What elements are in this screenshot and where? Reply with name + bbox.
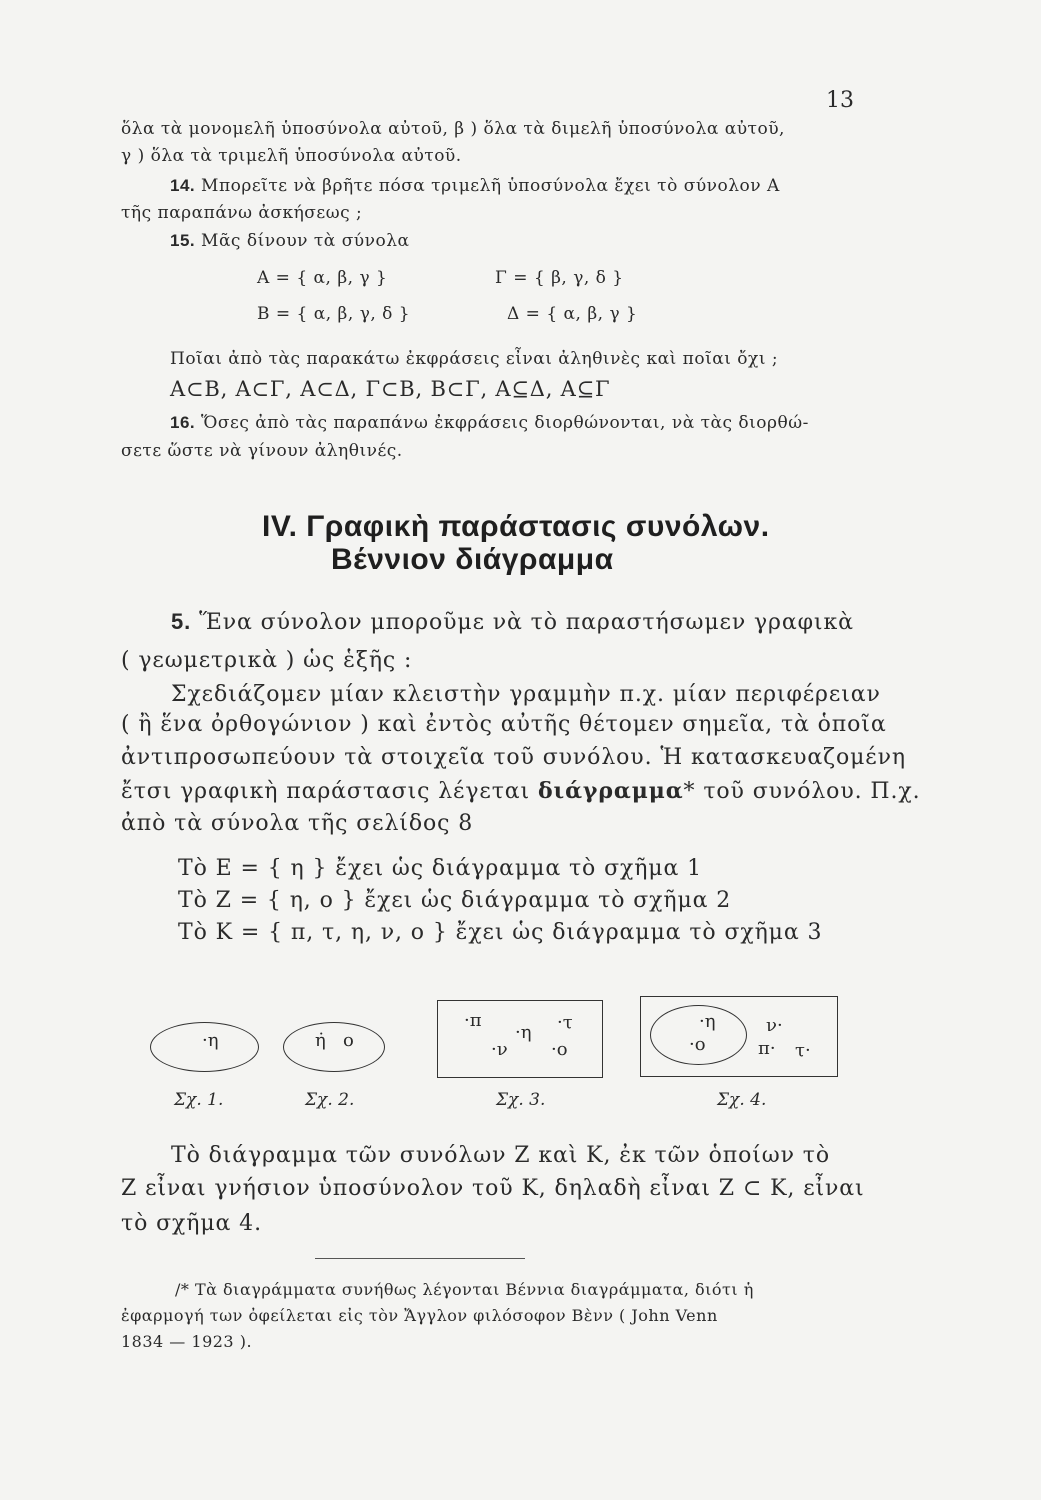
section-title-line-2: Βέννιον διάγραμμα (331, 543, 614, 576)
figure-3-element: ·π (464, 1010, 482, 1031)
paragraph-5-line-2: ( γεωμετρικὰ ) ὡς ἑξῆς : (121, 648, 413, 673)
exercise-number: 14. (170, 176, 196, 195)
paragraph-5-line-3: Σχεδιάζομεν μίαν κλειστὴν γραμμὴν π.χ. μίαν περιφέρειαν (171, 682, 881, 707)
example-z: Τὸ Ζ = { η, ο } ἔχει ὡς διάγραμμα τὸ σχῆμα 2 (178, 888, 732, 913)
set-a: Α = { α, β, γ } (257, 268, 388, 288)
footnote-rule (315, 1258, 525, 1259)
figure-3-element: ·ο (551, 1039, 568, 1060)
exercise-line-2: γ ) ὅλα τὰ τριμελῆ ὑποσύνολα αὐτοῦ. (121, 146, 462, 166)
set-delta: Δ = { α, β, γ } (507, 304, 638, 324)
exercise-text: Ὅσες ἀπὸ τὰς παραπάνω ἐκφράσεις διορθώνονται, νὰ τὰς διορθώ- (201, 413, 809, 433)
exercise-15 (170, 231, 409, 251)
figure-3-element: ·τ (557, 1012, 573, 1033)
paragraph-5-line-4: ( ἢ ἕνα ὀρθογώνιον ) καὶ ἐντὸς αὐτῆς θέτομεν σημεῖα, τὰ ὁποῖα (121, 712, 887, 737)
paragraph-5-line-1 (171, 609, 854, 635)
expressions-line: Α⊂Β, Α⊂Γ, Α⊂Δ, Γ⊂Β, Β⊂Γ, Α⊆Δ, Α⊆Γ (170, 377, 611, 401)
question-line: Ποῖαι ἀπὸ τὰς παρακάτω ἐκφράσεις εἶναι ἀληθινὲς καὶ ποῖαι ὄχι ; (170, 349, 779, 369)
example-k: Τὸ Κ = { π, τ, η, ν, ο } ἔχει ὡς διάγραμμα τὸ σχῆμα 3 (178, 920, 823, 945)
figure-4-element: τ· (795, 1040, 811, 1061)
figure-1-caption: Σχ. 1. (174, 1090, 224, 1110)
figure-2-element: ο (343, 1030, 354, 1051)
exercise-16-cont: σετε ὥστε νὰ γίνουν ἀληθινές. (121, 441, 403, 461)
exercise-number: 15. (170, 231, 196, 250)
exercise-14 (170, 176, 780, 196)
set-b: Β = { α, β, γ, δ } (257, 304, 411, 324)
paragraph-5-line-5: ἀντιπροσωπεύουν τὰ στοιχεῖα τοῦ συνόλου. Ἡ κατασκευαζομένη (121, 745, 906, 770)
paragraph-text: Ἕνα σύνολον μποροῦμε νὰ τὸ παραστήσωμεν γραφικὰ (199, 610, 854, 635)
figure-1-element: ·η (202, 1030, 219, 1051)
figure-4-element: ·ο (689, 1034, 706, 1055)
figure-2-caption: Σχ. 2. (305, 1090, 355, 1110)
figure-3-caption: Σχ. 3. (496, 1090, 546, 1110)
figure-4-element: ν· (766, 1015, 783, 1036)
figure-3-element: ·η (515, 1022, 532, 1043)
exercise-text: Μπορεῖτε νὰ βρῆτε πόσα τριμελῆ ὑποσύνολα ἔχει τὸ σύνολον Α (201, 176, 780, 196)
figure-4-caption: Σχ. 4. (717, 1090, 767, 1110)
figure-2-element: η̇ (315, 1030, 326, 1051)
exercise-text: Μᾶς δίνουν τὰ σύνολα (201, 231, 410, 251)
exercise-line-1: ὅλα τὰ μονομελῆ ὑποσύνολα αὐτοῦ, β ) ὅλα τὰ διμελῆ ὑποσύνολα αὐτοῦ, (121, 119, 785, 139)
exercise-number: 16. (170, 413, 196, 432)
exercise-14-cont: τῆς παραπάνω ἀσκήσεως ; (121, 203, 363, 223)
page-number: 13 (826, 88, 854, 113)
example-e: Τὸ Ε = { η } ἔχει ὡς διάγραμμα τὸ σχῆμα 1 (178, 856, 703, 881)
conclusion-line-1: Τὸ διάγραμμα τῶν συνόλων Ζ καὶ Κ, ἐκ τῶν ὁποίων τὸ (171, 1143, 831, 1168)
set-gamma: Γ = { β, γ, δ } (495, 268, 624, 288)
text: ἔτσι γραφικὴ παράστασις λέγεται (121, 779, 531, 804)
paragraph-number: 5. (171, 609, 192, 634)
figure-3-element: ·ν (491, 1039, 508, 1060)
footnote-line-2: ἐφαρμογή των ὀφείλεται εἰς τὸν Ἄγγλον φιλόσοφον Βὲνν ( John Venn (121, 1306, 718, 1325)
footnote-line-3: 1834 — 1923 ). (121, 1332, 253, 1351)
text: * τοῦ συνόλου. Π.χ. (683, 779, 921, 804)
exercise-16 (170, 413, 809, 433)
figure-4-element: π· (758, 1038, 776, 1059)
figure-4-element: ·η (699, 1011, 716, 1032)
paragraph-5-line-6 (121, 778, 921, 804)
paragraph-5-line-7: ἀπὸ τὰ σύνολα τῆς σελίδος 8 (121, 811, 474, 836)
footnote-line-1: /* Τὰ διαγράμματα συνήθως λέγονται Βέννια διαγράμματα, διότι ἡ (175, 1280, 754, 1299)
conclusion-line-2: Ζ εἶναι γνήσιον ὑποσύνολον τοῦ Κ, δηλαδὴ εἶναι Ζ ⊂ Κ, εἶναι (121, 1176, 865, 1201)
figure-2-ellipse (283, 1022, 385, 1072)
conclusion-line-3: τὸ σχῆμα 4. (121, 1211, 262, 1236)
bold-term: διάγραμμα (537, 778, 684, 804)
section-title-line-1: ΙV. Γραφικὴ παράστασις συνόλων. (262, 510, 770, 543)
